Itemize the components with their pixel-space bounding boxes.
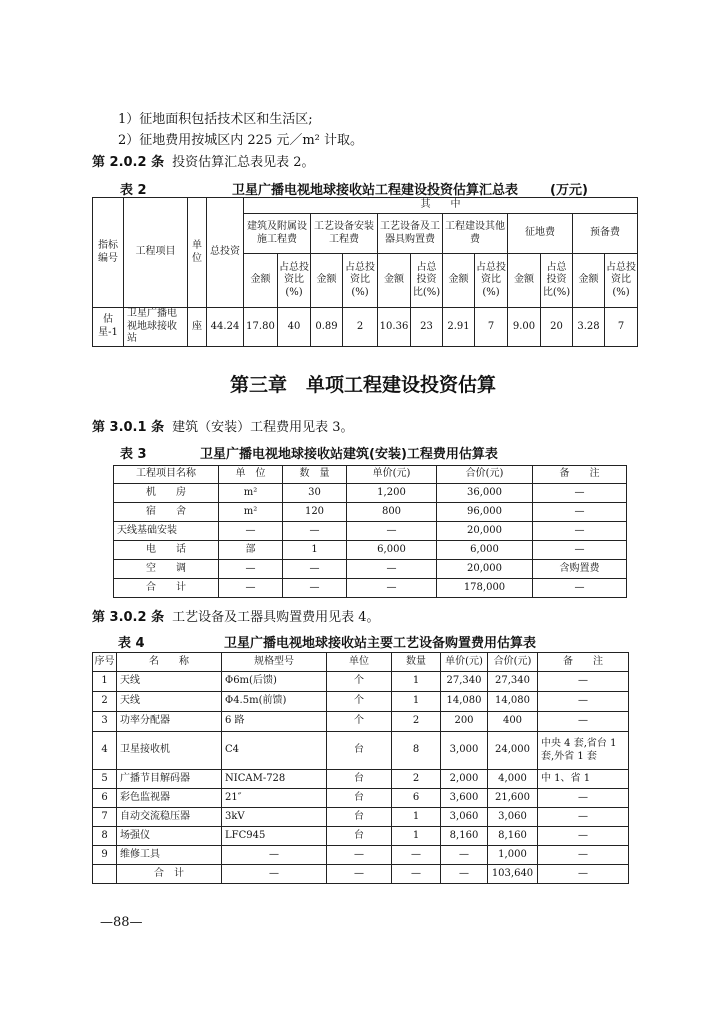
t3-cell: 800: [347, 503, 437, 522]
t4-cell: —: [538, 846, 629, 865]
table-row: [114, 541, 627, 560]
clause-text: 投资估算汇总表见表 2。: [172, 155, 315, 170]
t4-cell: 1: [392, 692, 441, 712]
t4-cell: 1: [392, 672, 441, 692]
t2-cell: 7: [475, 308, 508, 347]
note-2: 2）征地费用按城区内 225 元／m² 计取。: [118, 133, 364, 148]
t3-cell: —: [347, 579, 437, 598]
clause-text: 建筑（安装）工程费用见表 3。: [172, 420, 354, 435]
t3-header: 单 位: [219, 466, 283, 484]
t3-cell: 6,000: [347, 541, 437, 560]
t2-group: 工程建设其他费: [443, 214, 508, 254]
t4-cell: —: [327, 865, 392, 884]
t4-cell: 3: [93, 712, 117, 732]
table-row: [93, 712, 629, 732]
table-row: [93, 808, 629, 827]
t4-cell: LFC945: [222, 827, 327, 846]
t3-cell: —: [283, 560, 347, 579]
t4-cell: —: [327, 846, 392, 865]
t4-cell: 2: [93, 692, 117, 712]
t3-cell: —: [533, 522, 627, 541]
t3-cell: m²: [219, 503, 283, 522]
t4-cell: 6 路: [222, 712, 327, 732]
t4-header: 名 称: [117, 653, 222, 672]
t2-cell: 0.89: [311, 308, 343, 347]
t4-cell: —: [538, 865, 629, 884]
t4-cell: —: [538, 692, 629, 712]
t4-cell: 台: [327, 808, 392, 827]
table-row: [93, 308, 638, 347]
t3-cell: 20,000: [437, 560, 533, 579]
table-row: [93, 692, 629, 712]
t2-head-total: 总投资: [207, 198, 244, 308]
t3-cell: 含购置费: [533, 560, 627, 579]
t4-cell: 天线: [117, 692, 222, 712]
t4-cell: 14,080: [488, 692, 538, 712]
t2-sub-ratio: 占总投资比(%): [411, 254, 443, 308]
t4-cell: 3,060: [488, 808, 538, 827]
t4-cell: —: [538, 712, 629, 732]
t4-cell: 21,600: [488, 789, 538, 808]
t4-header: 规格型号: [222, 653, 327, 672]
t3-cell: —: [347, 522, 437, 541]
t4-cell: 6: [93, 789, 117, 808]
t4-cell: 1: [392, 808, 441, 827]
t2-sub-ratio: 占总投资比(%): [475, 254, 508, 308]
t4-cell: 3,060: [441, 808, 488, 827]
t2-sub-ratio: 占总投资比(%): [343, 254, 378, 308]
t4-cell: 个: [327, 692, 392, 712]
t3-cell: 宿 舍: [114, 503, 219, 522]
table-row: [114, 484, 627, 503]
t2-cell: 9.00: [508, 308, 541, 347]
table-row: [93, 770, 629, 789]
t4-cell: 3,000: [441, 732, 488, 770]
t4-cell: —: [441, 846, 488, 865]
t3-header: 单价(元): [347, 466, 437, 484]
t4-cell: —: [392, 846, 441, 865]
table-row: [93, 789, 629, 808]
t4-cell: 台: [327, 789, 392, 808]
t3-cell: 6,000: [437, 541, 533, 560]
t2-sub-amount: 金额: [378, 254, 411, 308]
table-row: [93, 827, 629, 846]
t4-cell: 维修工具: [117, 846, 222, 865]
t4-cell: 1: [93, 672, 117, 692]
t4-cell: —: [222, 865, 327, 884]
t4-cell: 7: [93, 808, 117, 827]
t4-cell: 2,000: [441, 770, 488, 789]
t4-cell: 中央 4 套,省台 1 套,外省 1 套: [538, 732, 629, 770]
t3-cell: —: [283, 522, 347, 541]
page-number: —88—: [100, 915, 143, 930]
t4-header: 合价(元): [488, 653, 538, 672]
t3-cell: —: [533, 503, 627, 522]
t4-header: 序号: [93, 653, 117, 672]
t3-cell: —: [219, 522, 283, 541]
t3-cell: 天线基础安装: [114, 522, 219, 541]
t4-cell: C4: [222, 732, 327, 770]
t3-cell: m²: [219, 484, 283, 503]
t3-cell: 空 调: [114, 560, 219, 579]
t4-cell: 14,080: [441, 692, 488, 712]
t2-sub-ratio: 占总投资比(%): [278, 254, 311, 308]
t4-cell: 200: [441, 712, 488, 732]
t3-cell: 合 计: [114, 579, 219, 598]
table-row: [114, 579, 627, 598]
clause-number: 第 2.0.2 条: [92, 155, 165, 170]
t4-cell: 广播节目解码器: [117, 770, 222, 789]
t2-sub-amount: 金额: [443, 254, 475, 308]
t2-group: 预备费: [573, 214, 638, 254]
t2-sub-amount: 金额: [573, 254, 605, 308]
clause-3-0-2: [92, 606, 379, 625]
t2-sub-amount: 金额: [508, 254, 541, 308]
t4-cell: 24,000: [488, 732, 538, 770]
t2-cell-total: 44.24: [207, 308, 244, 347]
clause-text: 工艺设备及工器具购置费用见表 4。: [172, 610, 380, 625]
chapter-title: 第三章 单项工程建设投资估算: [230, 374, 497, 396]
table4: [92, 652, 629, 884]
t4-cell: 2: [392, 712, 441, 732]
table-row: [114, 503, 627, 522]
t2-head-qizhong: 其 中: [244, 198, 638, 214]
t4-cell: —: [392, 865, 441, 884]
clause-3-0-1: [92, 416, 353, 435]
t4-cell: NICAM-728: [222, 770, 327, 789]
t2-cell-unit: 座: [188, 308, 207, 347]
table2-title: 卫星广播电视地球接收站工程建设投资估算汇总表: [232, 183, 519, 198]
t4-cell: 台: [327, 827, 392, 846]
t3-cell: —: [219, 579, 283, 598]
t4-cell: 个: [327, 712, 392, 732]
t4-cell: 3kV: [222, 808, 327, 827]
t2-cell: 20: [541, 308, 573, 347]
table-row: [93, 732, 629, 770]
table2: [92, 197, 638, 347]
t3-header: 工程项目名称: [114, 466, 219, 484]
t4-cell: 合 计: [117, 865, 222, 884]
t2-sub-amount: 金额: [244, 254, 278, 308]
t2-cell-code: 估星-1: [93, 308, 124, 347]
t4-header: 单位: [327, 653, 392, 672]
t4-cell: 3,600: [441, 789, 488, 808]
table4-label: 表 4: [118, 636, 145, 651]
clause-2-0-2: [92, 151, 314, 170]
t4-cell: —: [538, 789, 629, 808]
t2-group: 工艺设备及工器具购置费: [378, 214, 443, 254]
t4-cell: —: [441, 865, 488, 884]
t3-cell: 36,000: [437, 484, 533, 503]
t4-cell: 6: [392, 789, 441, 808]
t2-cell: 3.28: [573, 308, 605, 347]
t3-cell: —: [283, 579, 347, 598]
t4-cell: 中 1、省 1: [538, 770, 629, 789]
t4-cell: 8: [392, 732, 441, 770]
t2-cell: 7: [605, 308, 638, 347]
t3-cell: —: [533, 579, 627, 598]
t4-cell: 4: [93, 732, 117, 770]
t2-sub-ratio: 占总投资比(%): [605, 254, 638, 308]
t4-cell: 103,640: [488, 865, 538, 884]
t4-cell: —: [222, 846, 327, 865]
t2-sub-ratio: 占总投资比(%): [541, 254, 573, 308]
t4-cell: 9: [93, 846, 117, 865]
table3: [113, 465, 627, 598]
t3-cell: 120: [283, 503, 347, 522]
table3-label: 表 3: [120, 447, 147, 462]
t4-cell: Φ6m(后馈): [222, 672, 327, 692]
t2-cell: 2: [343, 308, 378, 347]
table2-unit: (万元): [550, 183, 588, 198]
t4-cell: 台: [327, 732, 392, 770]
t4-cell: —: [538, 808, 629, 827]
t3-cell: 1: [283, 541, 347, 560]
table3-title: 卫星广播电视地球接收站建筑(安装)工程费用估算表: [200, 447, 498, 462]
t2-cell: 2.91: [443, 308, 475, 347]
t4-cell: 天线: [117, 672, 222, 692]
t4-cell: 2: [392, 770, 441, 789]
t2-cell: 23: [411, 308, 443, 347]
table2-label: 表 2: [120, 183, 147, 198]
t4-cell: 400: [488, 712, 538, 732]
clause-number: 第 3.0.1 条: [92, 420, 165, 435]
t2-cell: 10.36: [378, 308, 411, 347]
t2-head-unit: 单位: [188, 198, 207, 308]
t3-cell: 1,200: [347, 484, 437, 503]
t2-cell-item: 卫星广播电视地球接收站: [124, 308, 188, 347]
table-row: [93, 846, 629, 865]
t4-cell: 27,340: [488, 672, 538, 692]
t4-cell: 个: [327, 672, 392, 692]
clause-number: 第 3.0.2 条: [92, 610, 165, 625]
t3-cell: 部: [219, 541, 283, 560]
t4-cell: 彩色监视器: [117, 789, 222, 808]
t3-header: 备 注: [533, 466, 627, 484]
t4-cell: [93, 865, 117, 884]
t2-head-item: 工程项目: [124, 198, 188, 308]
t3-cell: 30: [283, 484, 347, 503]
t4-cell: —: [538, 672, 629, 692]
t4-cell: —: [538, 827, 629, 846]
t4-header: 备 注: [538, 653, 629, 672]
t3-cell: 20,000: [437, 522, 533, 541]
t4-cell: Φ4.5m(前馈): [222, 692, 327, 712]
t4-header: 数量: [392, 653, 441, 672]
t3-cell: —: [347, 560, 437, 579]
t3-cell: —: [219, 560, 283, 579]
t3-cell: 96,000: [437, 503, 533, 522]
t3-cell: 机 房: [114, 484, 219, 503]
t4-cell: 功率分配器: [117, 712, 222, 732]
t4-cell: 1: [392, 827, 441, 846]
t4-cell: 8,160: [441, 827, 488, 846]
table-row: [114, 522, 627, 541]
t4-cell: 1,000: [488, 846, 538, 865]
t3-cell: 178,000: [437, 579, 533, 598]
t3-cell: —: [533, 541, 627, 560]
t3-cell: —: [533, 484, 627, 503]
t2-sub-amount: 金额: [311, 254, 343, 308]
t2-cell: 17.80: [244, 308, 278, 347]
t2-group: 征地费: [508, 214, 573, 254]
t4-cell: 自动交流稳压器: [117, 808, 222, 827]
t2-head-code: 指标编号: [93, 198, 124, 308]
t4-cell: 卫星接收机: [117, 732, 222, 770]
note-1: 1）征地面积包括技术区和生活区;: [118, 112, 313, 127]
t4-cell: 4,000: [488, 770, 538, 789]
t4-cell: 21″: [222, 789, 327, 808]
t2-group: 工艺设备安装工程费: [311, 214, 378, 254]
t3-header: 合价(元): [437, 466, 533, 484]
t4-cell: 台: [327, 770, 392, 789]
table-row: [93, 865, 629, 884]
t4-cell: 27,340: [441, 672, 488, 692]
t4-cell: 8: [93, 827, 117, 846]
t2-group: 建筑及附属设施工程费: [244, 214, 311, 254]
table4-title: 卫星广播电视地球接收站主要工艺设备购置费用估算表: [224, 636, 537, 651]
t4-cell: 8,160: [488, 827, 538, 846]
t3-cell: 电 话: [114, 541, 219, 560]
table-row: [93, 672, 629, 692]
t4-header: 单价(元): [441, 653, 488, 672]
t2-cell: 40: [278, 308, 311, 347]
t4-cell: 场强仪: [117, 827, 222, 846]
table-row: [114, 560, 627, 579]
t4-cell: 5: [93, 770, 117, 789]
t3-header: 数 量: [283, 466, 347, 484]
